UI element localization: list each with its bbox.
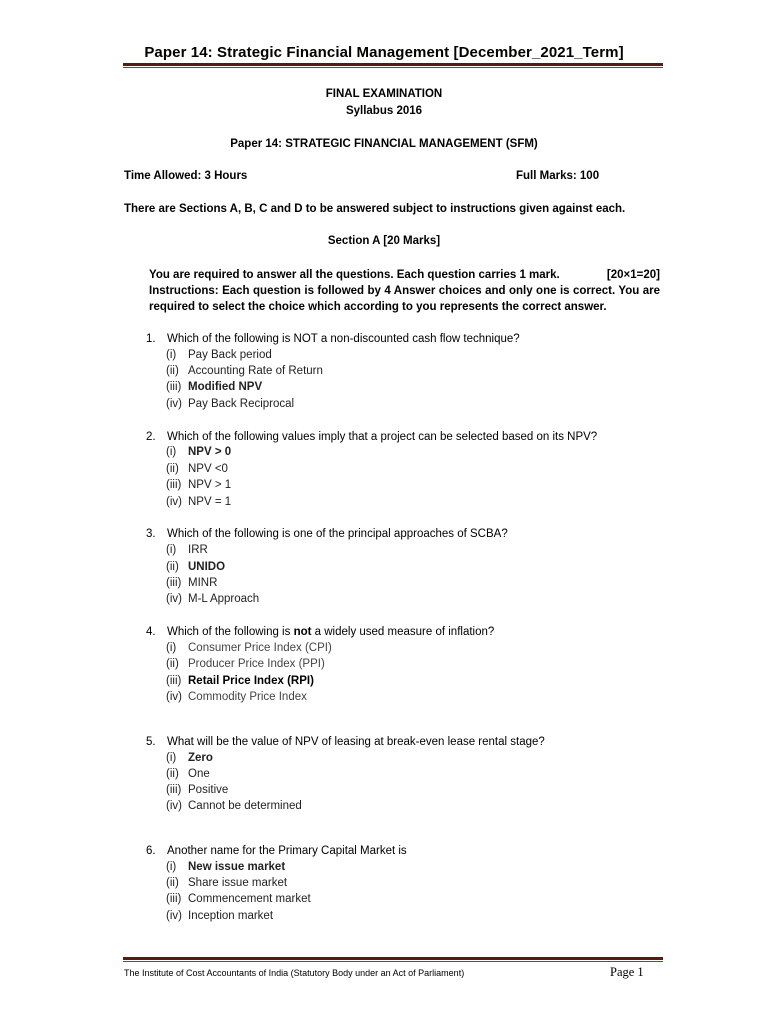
option-text: NPV <0 [188,463,228,475]
footer-rule-thin [123,961,663,962]
option-number: (i) [166,349,177,361]
option-text: Producer Price Index (PPI) [188,658,325,670]
question-text-part: Which of the following is [167,626,294,638]
option-text: Commencement market [188,893,311,905]
option-text: Cannot be determined [188,800,302,812]
option-text-answer: NPV > 0 [188,446,232,458]
instructions-block [149,267,660,315]
option-number: (iii) [166,479,182,491]
option-number: (iv) [166,691,182,703]
option-text-answer: Zero [188,752,213,764]
option-text: M-L Approach [188,593,260,605]
question-number: 5. [146,736,156,748]
time-allowed: Time Allowed: 3 Hours [124,170,248,182]
page-number: Page 1 [610,965,644,979]
option-text: Accounting Rate of Return [188,365,323,377]
option-number: (iii) [166,675,182,687]
question-text: Which of the following is one of the principal approaches of SCBA? [167,528,508,540]
option-text: Consumer Price Index (CPI) [188,642,332,654]
instructions-first: You are required to answer all the questions. Each question carries 1 mark. [149,269,560,281]
footer-rule [123,957,663,960]
header-rule-thin [123,67,663,68]
option-text-answer: Modified NPV [188,381,263,393]
option-number: (i) [166,752,177,764]
instructions-text: Instructions: Each question is followed by 4 Answer choices and only one is correct. You are required to select the choice which according to you represents the correct answer. [149,285,660,313]
option-number: (iii) [166,381,182,393]
option-number: (iii) [166,784,182,796]
option-number: (i) [166,446,177,458]
option-number: (ii) [166,463,179,475]
question-text: Another name for the Primary Capital Market is [167,845,407,857]
question-text: What will be the value of NPV of leasing at break-even lease rental stage? [167,736,545,748]
question-number: 1. [146,333,156,345]
option-number: (ii) [166,658,179,670]
option-text: Pay Back Reciprocal [188,398,295,410]
question-text: Which of the following values imply that a project can be selected based on its NPV? [167,431,598,443]
option-number: (iv) [166,800,182,812]
option-number: (iii) [166,893,182,905]
question-text-part: a widely used measure of inflation? [311,626,495,638]
option-text: Positive [188,784,229,796]
option-number: (i) [166,861,177,873]
question-number: 2. [146,431,156,443]
instructions-line [149,267,660,283]
question-number: 6. [146,845,156,857]
option-number: (i) [166,642,177,654]
option-text: Commodity Price Index [188,691,307,703]
option-text: MINR [188,577,218,589]
option-number: (iv) [166,398,182,410]
option-number: (ii) [166,561,179,573]
option-number: (iv) [166,496,182,508]
option-number: (iv) [166,910,182,922]
sections-note: There are Sections A, B, C and D to be answered subject to instructions given against each. [124,203,626,215]
option-text-answer: UNIDO [188,561,226,573]
question-text-emphasis: not [293,626,312,638]
header-rule [123,63,663,66]
question-text: Which of the following is NOT a non-discounted cash flow technique? [167,333,520,345]
full-marks: Full Marks: 100 [516,170,600,182]
option-text: Share issue market [188,877,288,889]
option-text-answer: New issue market [188,861,286,873]
question-number: 4. [146,626,156,638]
option-text: Pay Back period [188,349,272,361]
option-text: NPV > 1 [188,479,232,491]
page-header-title: Paper 14: Strategic Financial Management [December_2021_Term] [144,44,624,61]
paper-title: Paper 14: STRATEGIC FINANCIAL MANAGEMENT (SFM) [230,138,538,150]
option-text: One [188,768,210,780]
question-number: 3. [146,528,156,540]
option-number: (ii) [166,365,179,377]
option-number: (iii) [166,577,182,589]
option-text: Inception market [188,910,274,922]
option-text-answer: Retail Price Index (RPI) [188,675,314,687]
section-title: Section A [20 Marks] [327,235,441,247]
option-number: (iv) [166,593,182,605]
option-text: NPV = 1 [188,496,232,508]
option-number: (i) [166,544,177,556]
option-number: (ii) [166,768,179,780]
footer-institute: The Institute of Cost Accountants of India (Statutory Body under an Act of Parliament) [124,968,465,978]
exam-title: FINAL EXAMINATION [325,88,443,100]
option-number: (ii) [166,877,179,889]
instructions-marks: [20×1=20] [606,269,660,281]
question-text [167,626,494,638]
syllabus: Syllabus 2016 [345,105,423,117]
option-text: IRR [188,544,208,556]
